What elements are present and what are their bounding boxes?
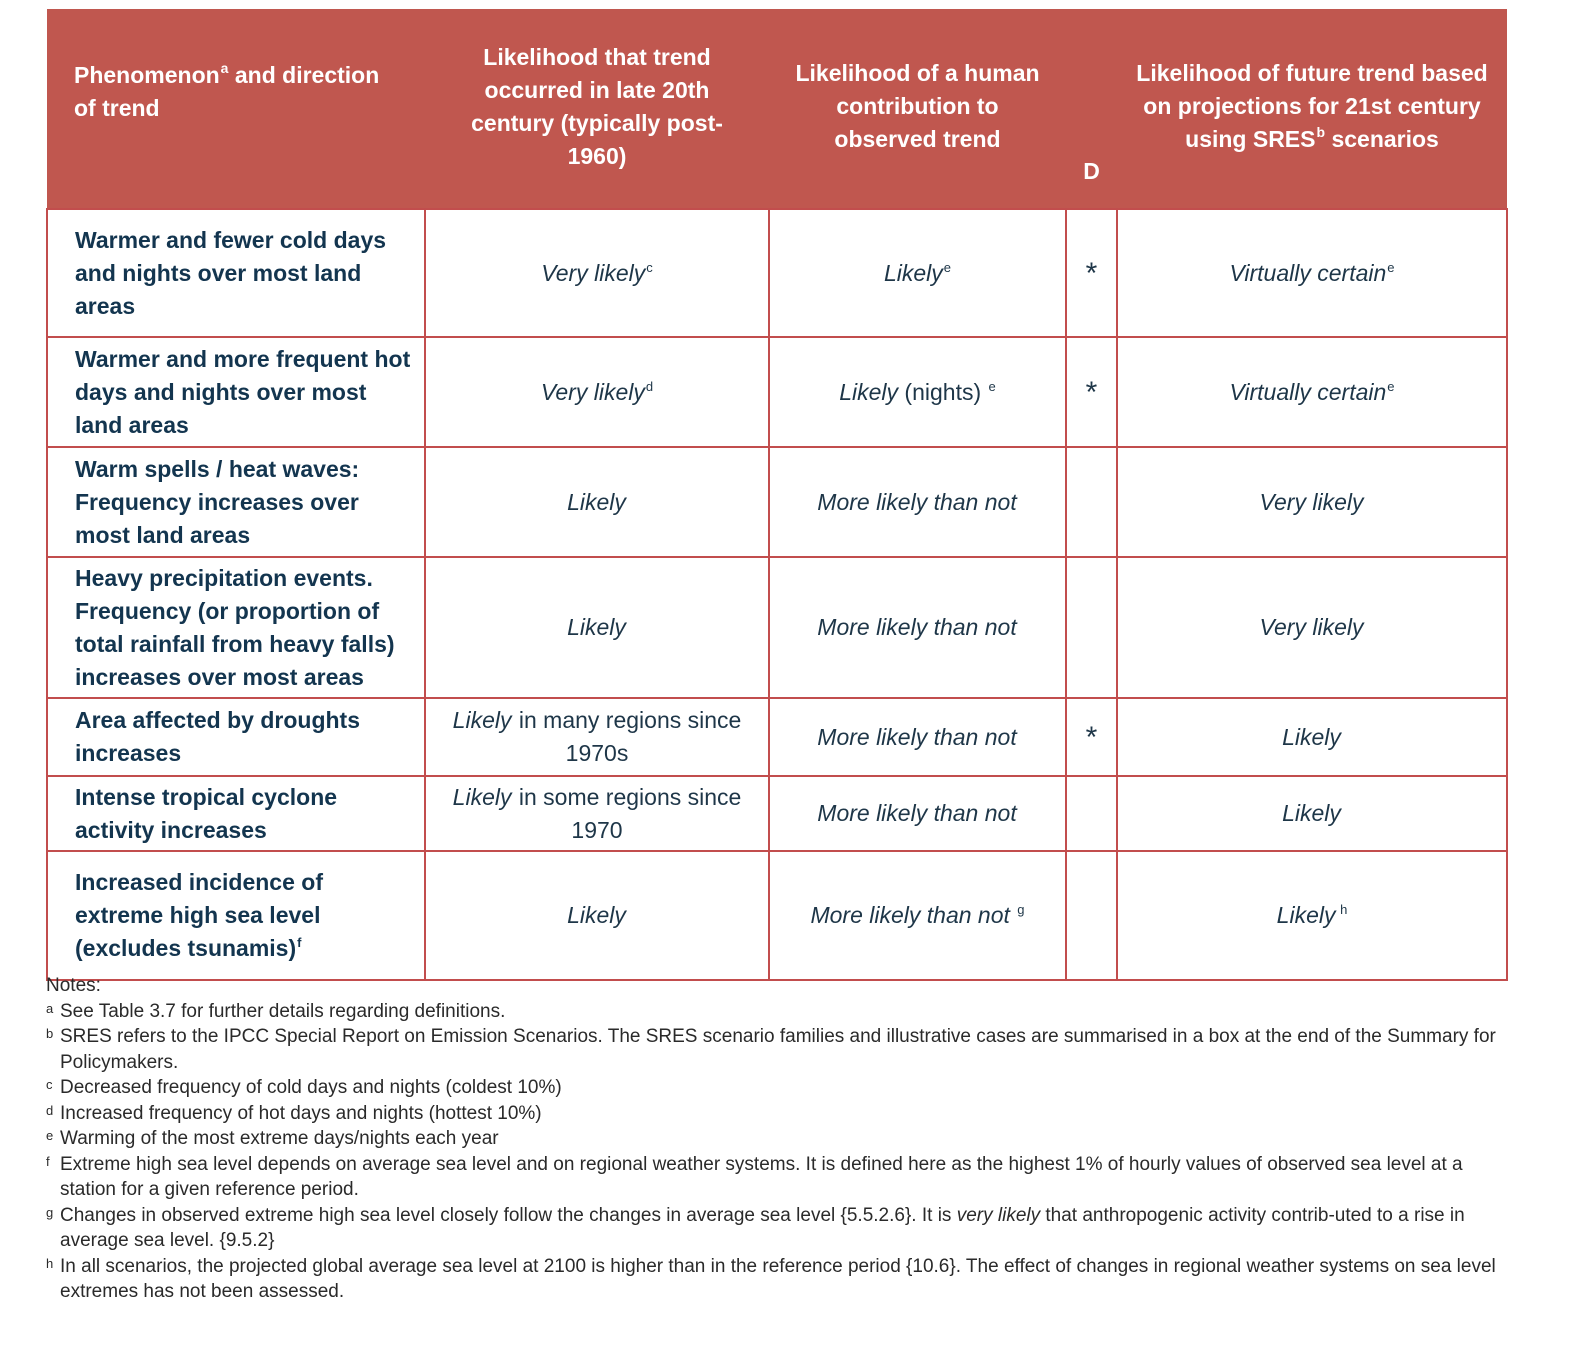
future-cell (1117, 209, 1507, 337)
note-item (46, 1152, 1516, 1203)
header-human: Likelihood of a human contribution to observed trend (769, 9, 1066, 209)
footnote-mark: a (220, 59, 229, 76)
note-mark: e (46, 1128, 54, 1143)
footnote-mark: b (1316, 124, 1326, 140)
note-text-part: Decreased frequency of cold days and nights (coldest 10%) (60, 1077, 562, 1098)
phenomenon-text: Increased incidence of extreme high sea level (excludes tsunamis) (75, 869, 323, 961)
likelihood-term: Virtually certain (1229, 378, 1387, 405)
d-cell: * (1066, 698, 1117, 776)
future-cell (1117, 557, 1507, 698)
phenomenon-cell (47, 209, 425, 337)
phenomenon-cell (47, 557, 425, 698)
footnote-mark: d (645, 378, 654, 394)
late20th-cell (425, 557, 769, 698)
table-row (47, 209, 1507, 337)
note-text (60, 1152, 1516, 1203)
note-text-italic: very likely (956, 1204, 1041, 1226)
future-cell (1117, 776, 1507, 851)
human-cell (769, 776, 1066, 851)
likelihood-term: More likely than not (810, 902, 1010, 928)
phenomenon-text: Area affected by droughts increases (75, 707, 360, 766)
note-text (60, 1203, 1516, 1254)
footnote-mark: c (646, 259, 653, 275)
footnote-mark: f (297, 935, 302, 950)
header-phenomenon (47, 9, 425, 209)
phenomenon-cell (47, 337, 425, 447)
human-cell (769, 557, 1066, 698)
likelihood-term: Likely (452, 707, 512, 733)
qualifier-text: in some regions since 1970 (512, 783, 742, 843)
extremes-table (46, 9, 1508, 981)
footnote-mark: e (1387, 259, 1395, 275)
phenomenon-cell (47, 698, 425, 776)
phenomenon-text: Warm spells / heat waves: Frequency increases over most land areas (75, 455, 360, 548)
footnote-mark: g (1017, 902, 1025, 917)
note-item (46, 1203, 1516, 1254)
likelihood-term: Likely (1276, 902, 1336, 928)
likelihood-term: Very likely (540, 378, 645, 405)
late20th-cell (425, 698, 769, 776)
note-text-part: In all scenarios, the projected global average sea level at 2100 is higher than in the reference period {10.6}. The effect of changes in regional weather systems on sea level extremes has not been assessed. (60, 1255, 1496, 1302)
note-mark: h (46, 1255, 54, 1271)
note-mark: f (46, 1153, 50, 1169)
qualifier-text: in many regions since 1970s (512, 707, 742, 766)
phenomenon-text: Intense tropical cyclone activity increases (75, 783, 338, 843)
note-item (46, 1101, 1516, 1127)
phenomenon-text: Heavy precipitation events. Frequency (or proportion of total rainfall from heavy falls) increases over most areas (75, 564, 395, 690)
table-row (47, 698, 1507, 776)
likelihood-term: Likely (567, 902, 626, 928)
note-mark: c (46, 1077, 53, 1092)
d-cell (1066, 447, 1117, 557)
notes-title: Notes: (46, 975, 101, 996)
header-future: Likelihood of future trend based on projections for 21st century using SRES$^b$ scenarios (1117, 9, 1507, 209)
footnote-mark: e (1387, 378, 1395, 394)
human-cell (769, 209, 1066, 337)
note-mark: b (46, 1026, 54, 1041)
late20th-cell (425, 851, 769, 980)
note-item (46, 1126, 1516, 1152)
human-cell (769, 447, 1066, 557)
note-mark: g (46, 1204, 54, 1220)
d-cell (1066, 557, 1117, 698)
likelihood-term: Very likely (1259, 488, 1364, 515)
qualifier-text (1010, 902, 1016, 928)
likelihood-term: Likely (839, 378, 899, 405)
future-cell (1117, 337, 1507, 447)
note-text-part: that anthropogenic activity contrib-uted to a rise in average sea level. {9.5.2} (60, 1204, 1465, 1251)
note-text-part: Extreme high sea level depends on average sea level and on regional weather systems. It is defined here as the highest 1% of hourly values of observed sea level at a station for a given reference period. (60, 1153, 1463, 1200)
note-item (46, 999, 1516, 1025)
likelihood-term: Virtually certain (1229, 259, 1387, 286)
note-text-part: Changes in observed extreme high sea level closely follow the changes in average sea level {5.5.2.6}. It is (60, 1204, 957, 1226)
note-item (46, 1075, 1516, 1101)
likelihood-term: Likely (883, 259, 943, 286)
d-cell (1066, 851, 1117, 980)
late20th-cell (425, 209, 769, 337)
note-text (60, 1101, 1516, 1127)
likelihood-term: Likely (1282, 800, 1341, 826)
d-cell: * (1066, 209, 1117, 337)
note-mark: d (46, 1102, 54, 1118)
table-row (47, 337, 1507, 447)
likelihood-term: Very likely (1259, 614, 1364, 640)
phenomenon-cell (47, 851, 425, 980)
note-mark: a (46, 1000, 54, 1016)
header-late20th: Likelihood that trend occurred in late 20th century (typically post-1960) (425, 9, 769, 209)
note-text (60, 1024, 1516, 1075)
note-text (60, 1126, 1516, 1152)
header-phenomenon-rest: and direction of trend (74, 61, 380, 121)
header-row (47, 9, 1507, 209)
table-row (47, 557, 1507, 698)
note-text-part: See Table 3.7 for further details regarding definitions. (60, 1000, 506, 1022)
table-row (47, 447, 1507, 557)
likelihood-term: More likely than not (817, 488, 1017, 515)
note-item (46, 1024, 1516, 1075)
human-cell (769, 851, 1066, 980)
late20th-cell (425, 447, 769, 557)
d-cell: * (1066, 337, 1117, 447)
d-cell (1066, 776, 1117, 851)
future-cell (1117, 447, 1507, 557)
likelihood-term: Likely (567, 614, 626, 640)
note-item (46, 1254, 1516, 1305)
likelihood-term: More likely than not (817, 614, 1017, 640)
note-text (60, 999, 1516, 1025)
likelihood-term: Very likely (541, 259, 646, 286)
note-text-part: Increased frequency of hot days and nights (hottest 10%) (60, 1102, 542, 1124)
phenomenon-text: Warmer and fewer cold days and nights over most land areas (75, 226, 387, 319)
table-row (47, 851, 1507, 980)
note-text (60, 1075, 1516, 1101)
late20th-cell (425, 776, 769, 851)
human-cell (769, 337, 1066, 447)
phenomenon-cell (47, 776, 425, 851)
likelihood-term: More likely than not (817, 723, 1017, 750)
likelihood-term: Likely (567, 488, 626, 515)
footnote-mark: h (1336, 902, 1348, 917)
note-text-part: Warming of the most extreme days/nights each year (60, 1128, 499, 1149)
note-text (60, 1254, 1516, 1305)
likelihood-term: Likely (1282, 723, 1341, 750)
phenomenon-cell (47, 447, 425, 557)
phenomenon-text: Warmer and more frequent hot days and nights over most land areas (75, 345, 411, 438)
human-cell (769, 698, 1066, 776)
likelihood-term: More likely than not (817, 800, 1017, 826)
footnote-mark: e (988, 378, 996, 394)
likelihood-term: Likely (452, 783, 512, 810)
header-d: D (1066, 9, 1117, 209)
future-cell (1117, 698, 1507, 776)
late20th-cell (425, 337, 769, 447)
notes (46, 973, 1516, 1305)
note-text-part: SRES refers to the IPCC Special Report on Emission Scenarios. The SRES scenario families and illustrative cases are summarised in a box at the end of the Summary for Policymakers. (60, 1026, 1496, 1073)
future-cell (1117, 851, 1507, 980)
notes-list (46, 999, 1516, 1305)
header-phenomenon-text: Phenomenon (74, 61, 220, 88)
table-row (47, 776, 1507, 851)
footnote-mark: e (943, 259, 952, 275)
qualifier-text: (nights) (898, 378, 988, 405)
